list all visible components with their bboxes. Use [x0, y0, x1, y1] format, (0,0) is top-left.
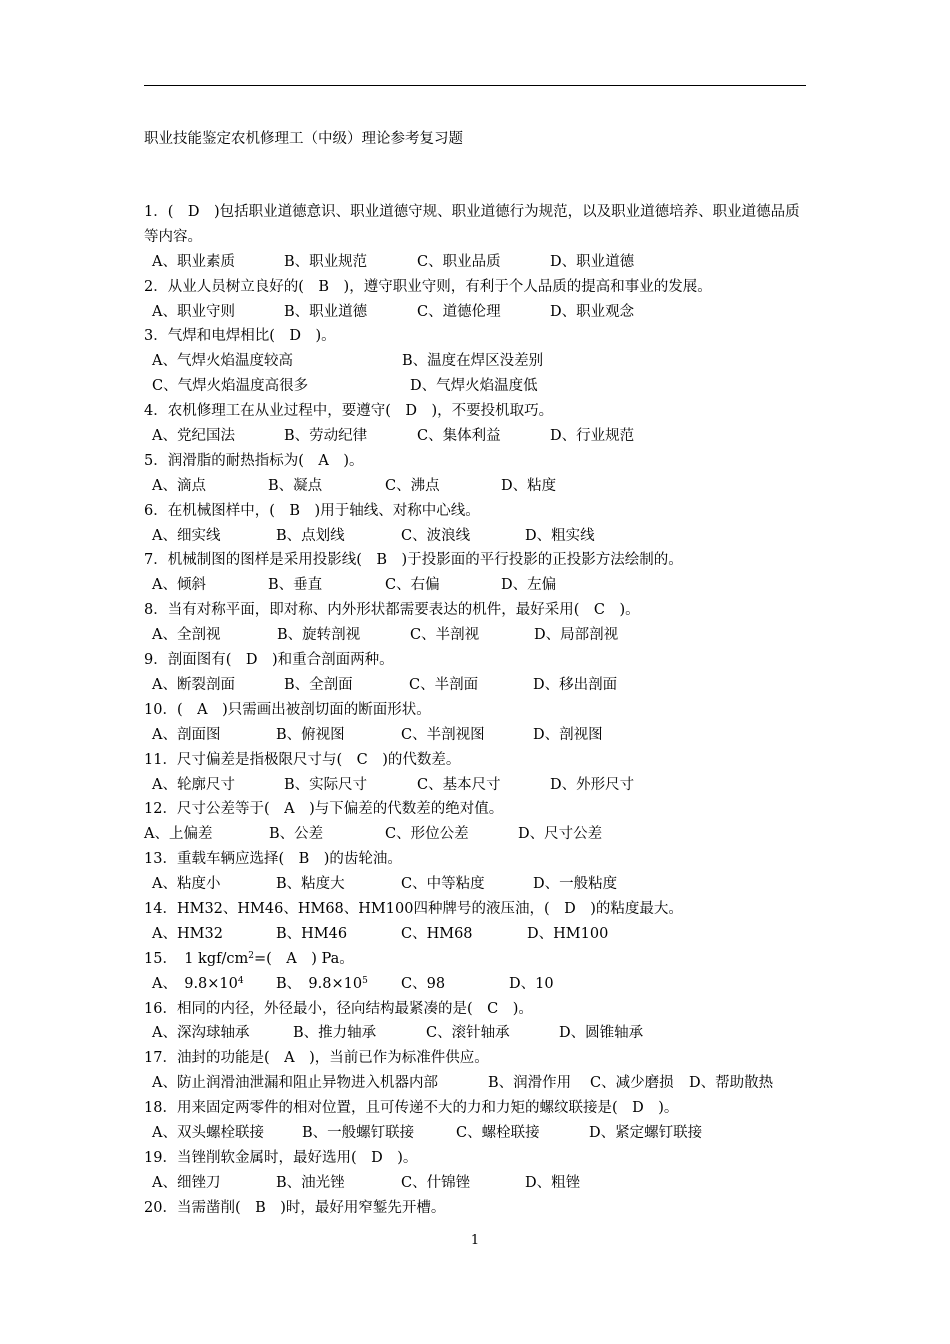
option: B、温度在焊区没差别 — [402, 353, 544, 370]
question-options — [144, 723, 810, 748]
option: A、职业素质 — [152, 253, 235, 270]
option: A、职业守则 — [152, 303, 235, 320]
option: B、油光锉 — [276, 1174, 345, 1191]
option: C、滚针轴承 — [426, 1025, 510, 1042]
option-text: A、 9.8×10 — [152, 975, 238, 992]
option: B、点划线 — [276, 527, 345, 544]
option: A、上偏差 — [144, 826, 213, 843]
option: C、基本尺寸 — [417, 776, 501, 793]
option — [401, 972, 509, 997]
option: A、深沟球轴承 — [152, 1025, 250, 1042]
option: B、全剖面 — [284, 676, 353, 693]
option: C、形位公差 — [385, 826, 469, 843]
question-stem: 8．当有对称平面，即对称、内外形状都需要表达的机件，最好采用( C )。 — [144, 602, 640, 619]
question-stem: 13．重载车辆应选择( B )的齿轮油。 — [144, 851, 402, 868]
option: A、倾斜 — [152, 577, 206, 594]
option: C、气焊火焰温度高很多 — [152, 378, 309, 395]
option — [276, 972, 401, 997]
question-stem: 17．油封的功能是( A )，当前已作为标准件供应。 — [144, 1050, 489, 1067]
option: C、波浪线 — [401, 527, 471, 544]
question-options — [144, 1121, 810, 1146]
option: A、全剖视 — [152, 627, 221, 644]
option: C、集体利益 — [417, 428, 501, 445]
question-stem: 6．在机械图样中，( B )用于轴线、对称中心线。 — [144, 502, 480, 519]
option: D、帮助散热 — [689, 1075, 774, 1092]
option: C、螺栓联接 — [456, 1124, 540, 1141]
superscript: 2 — [248, 950, 254, 961]
option: D、尺寸公差 — [518, 826, 603, 843]
question-stem — [144, 947, 810, 972]
stem-text: =( A ) Pa。 — [253, 950, 354, 967]
option-text: D、10 — [509, 975, 554, 992]
page-number: 1 — [470, 1233, 480, 1248]
question-options — [144, 374, 810, 399]
option: B、实际尺寸 — [284, 776, 368, 793]
question-stem: 19．当锉削软金属时，最好选用( D )。 — [144, 1149, 418, 1166]
option: C、减少磨损 — [590, 1075, 674, 1092]
option: D、局部剖视 — [534, 627, 619, 644]
option: B、润滑作用 — [488, 1075, 572, 1092]
option: C、半剖视 — [410, 627, 480, 644]
option: D、剖视图 — [533, 726, 603, 743]
option: A、滴点 — [152, 477, 206, 494]
superscript: 5 — [362, 975, 368, 986]
question-stem: 7．机械制图的图样是采用投影线( B )于投影面的平行投影的正投影方法绘制的。 — [144, 552, 683, 569]
stem-text: 15． 1 kgf/cm — [144, 950, 249, 967]
option: D、气焊火焰温度低 — [410, 378, 538, 395]
question-options — [144, 773, 810, 798]
question-stem: 10．( A )只需画出被剖切面的断面形状。 — [144, 701, 431, 718]
option: A、气焊火焰温度较高 — [152, 353, 293, 370]
question-options — [144, 424, 810, 449]
option: C、沸点 — [385, 477, 440, 494]
question-options — [144, 250, 810, 275]
question-stem: 3．气焊和电焊相比( D )。 — [144, 328, 336, 345]
question-options — [144, 872, 810, 897]
option: B、HM46 — [276, 925, 348, 942]
option: B、俯视图 — [276, 726, 345, 743]
option: A、粘度小 — [152, 876, 221, 893]
option: C、中等粘度 — [401, 876, 485, 893]
question-stem: 5．润滑脂的耐热指标为( A )。 — [144, 452, 364, 469]
question-options — [144, 922, 810, 947]
option: B、职业规范 — [284, 253, 368, 270]
question-stem: 20．当需凿削( B )时，最好用窄錾先开槽。 — [144, 1199, 446, 1216]
option: C、半剖面 — [409, 676, 479, 693]
question-options — [144, 1071, 810, 1096]
question-options — [144, 349, 810, 374]
option: A、剖面图 — [152, 726, 221, 743]
option: B、垂直 — [268, 577, 323, 594]
option: A、断裂剖面 — [152, 676, 235, 693]
option: D、职业道德 — [550, 253, 635, 270]
question-stem: 11．尺寸偏差是指极限尺寸与( C )的代数差。 — [144, 751, 461, 768]
question-list — [144, 200, 810, 1221]
question-options — [144, 623, 810, 648]
question-stem: 4．农机修理工在从业过程中，要遵守( D )，不要投机取巧。 — [144, 403, 554, 420]
option: D、一般粘度 — [533, 876, 618, 893]
option: D、粗实线 — [525, 527, 595, 544]
option: D、左偏 — [501, 577, 557, 594]
option: C、道德伦理 — [417, 303, 501, 320]
question-options — [144, 300, 810, 325]
option — [152, 972, 276, 997]
option: A、党纪国法 — [152, 428, 235, 445]
question-options — [144, 474, 810, 499]
option-text: B、 9.8×10 — [276, 975, 363, 992]
question-options — [144, 524, 810, 549]
question-options — [144, 822, 810, 847]
option: C、职业品质 — [417, 253, 501, 270]
option: D、外形尺寸 — [550, 776, 635, 793]
option: B、公差 — [269, 826, 324, 843]
question-stem: 12．尺寸公差等于( A )与下偏差的代数差的绝对值。 — [144, 801, 504, 818]
option: D、粗锉 — [525, 1174, 581, 1191]
question-stem: 14．HM32、HM46、HM68、HM100四种牌号的液压油，( D )的粘度最大。 — [144, 900, 683, 917]
option: D、移出剖面 — [533, 676, 618, 693]
option: A、细实线 — [152, 527, 221, 544]
option: B、旋转剖视 — [277, 627, 361, 644]
question-options — [144, 1021, 810, 1046]
question-stem: 9．剖面图有( D )和重合剖面两种。 — [144, 652, 394, 669]
option — [509, 972, 554, 997]
option: B、一般螺钉联接 — [302, 1124, 415, 1141]
question-options — [144, 673, 810, 698]
header-rule — [144, 85, 806, 86]
question-stem: 1．( D )包括职业道德意识、职业道德守规、职业道德行为规范，以及职业道德培养、职业道德品质等内容。 — [144, 204, 800, 245]
option: B、凝点 — [268, 477, 323, 494]
option: B、粘度大 — [276, 876, 345, 893]
question-options — [144, 972, 810, 997]
question-options — [144, 573, 810, 598]
document-title: 职业技能鉴定农机修理工（中级）理论参考复习题 — [144, 131, 463, 147]
option: A、防止润滑油泄漏和阻止异物进入机器内部 — [152, 1075, 438, 1092]
option: C、HM68 — [401, 925, 473, 942]
option: D、行业规范 — [550, 428, 635, 445]
option: B、职业道德 — [284, 303, 368, 320]
option: C、什锦锉 — [401, 1174, 471, 1191]
option: A、细锉刀 — [152, 1174, 221, 1191]
option: D、HM100 — [527, 925, 609, 942]
option: D、粘度 — [501, 477, 557, 494]
superscript: 4 — [237, 975, 244, 986]
option: A、HM32 — [152, 925, 223, 942]
question-stem: 18．用来固定两零件的相对位置，且可传递不大的力和力矩的螺纹联接是( D )。 — [144, 1100, 679, 1117]
option: D、紧定螺钉联接 — [589, 1124, 703, 1141]
option: B、劳动纪律 — [284, 428, 368, 445]
question-options — [144, 1171, 810, 1196]
question-stem: 16．相同的内径，外径最小，径向结构最紧凑的是( C )。 — [144, 1000, 533, 1017]
option: A、双头螺栓联接 — [152, 1124, 264, 1141]
option: C、右偏 — [385, 577, 440, 594]
question-stem: 2．从业人员树立良好的( B )，遵守职业守则，有利于个人品质的提高和事业的发展。 — [144, 278, 712, 295]
option: C、半剖视图 — [401, 726, 485, 743]
option: D、职业观念 — [550, 303, 635, 320]
option: A、轮廓尺寸 — [152, 776, 235, 793]
option: B、推力轴承 — [293, 1025, 377, 1042]
option-text: C、98 — [401, 975, 446, 992]
option: D、圆锥轴承 — [559, 1025, 644, 1042]
